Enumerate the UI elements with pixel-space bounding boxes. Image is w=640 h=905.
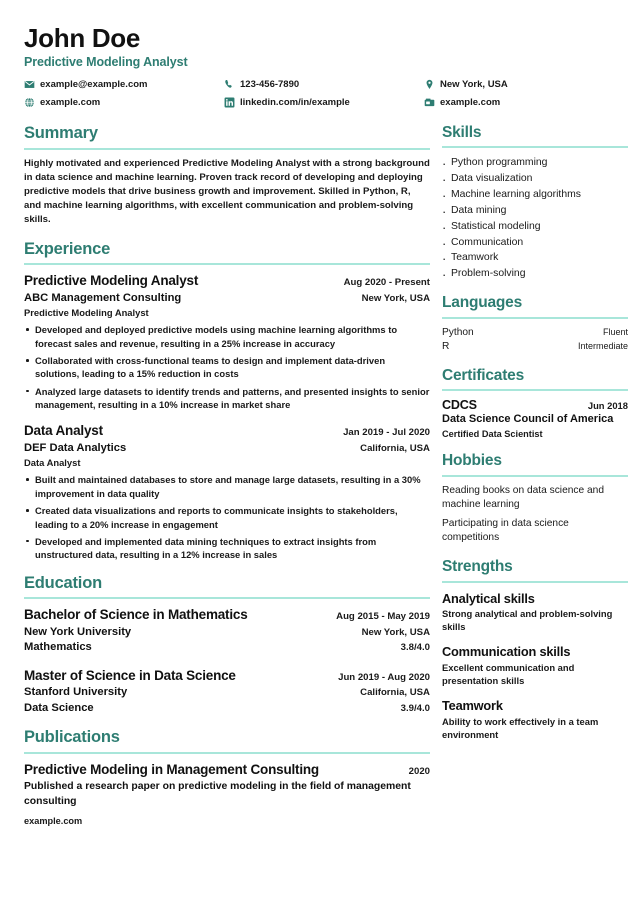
- contact-email-text: example@example.com: [40, 78, 148, 90]
- section-title-hobbies: Hobbies: [442, 452, 502, 470]
- skill-item: · Statistical modeling: [442, 219, 628, 235]
- strength-description: Excellent communication and presentation skills: [442, 661, 575, 687]
- certificate-name: CDCS: [442, 398, 477, 413]
- experience-org-row: [24, 441, 430, 457]
- strength-description: Ability to work effectively in a team environment: [442, 715, 599, 741]
- section-title-summary: Summary: [24, 123, 98, 142]
- section-title-certificates: Certificates: [442, 366, 525, 384]
- contact-email[interactable]: [24, 78, 224, 92]
- school-location: California, USA: [360, 687, 430, 699]
- experience-title-row: [24, 422, 430, 440]
- publication-entry: [24, 761, 430, 826]
- section-divider: [442, 581, 628, 583]
- contact-phone[interactable]: [224, 78, 424, 92]
- school-name: New York University: [24, 625, 132, 638]
- job-bullet: Developed and implemented data mining techniques to extract insights from unstructured data, resulting in a 12% increase in sales: [24, 535, 430, 562]
- job-bullet: Collaborated with cross-functional teams to design and implement data-driven solutions, leading to a 15% reduction in costs: [24, 354, 430, 381]
- resume-header: [24, 24, 616, 110]
- section-strengths: [442, 558, 628, 741]
- section-divider: [24, 148, 430, 150]
- job-subtitle: Data Analyst: [24, 457, 81, 469]
- skill-list: [442, 155, 628, 282]
- contact-linkedin-text: linkedin.com/in/example: [240, 96, 350, 108]
- certificate-head-row: [442, 398, 628, 412]
- contact-location: [424, 78, 616, 92]
- education-field-row: [24, 701, 430, 717]
- publication-title: Predictive Modeling in Management Consulting: [24, 762, 319, 778]
- language-name: R: [442, 341, 450, 353]
- contact-grid: [24, 78, 616, 110]
- education-entry: [24, 667, 430, 717]
- section-title-strengths: Strengths: [442, 557, 513, 575]
- job-bullet: Built and maintained databases to store and manage large datasets, resulting in a 30% improvement in data quality: [24, 473, 430, 500]
- education-school-row: [24, 685, 430, 701]
- envelope-icon: [24, 79, 35, 90]
- left-column: [24, 124, 430, 838]
- summary-text: Highly motivated and experienced Predictive Modeling Analyst with a strong background in data science and machine learning. Proven track record of developing and deploying predictive models that drive business growth and improvement. Skilled in Python, R, and machine learning algorithms, with excellent communication and problem-solving skills.: [24, 157, 430, 226]
- resume-body: [24, 123, 628, 838]
- job-title: Data Analyst: [24, 423, 103, 439]
- section-divider: [442, 389, 628, 391]
- job-subtitle: Predictive Modeling Analyst: [24, 307, 149, 319]
- skill-item: · Data mining: [442, 203, 628, 219]
- certificate-date: Jun 2018: [587, 400, 628, 412]
- right-column: [442, 124, 628, 754]
- job-date: Jan 2019 - Jul 2020: [343, 427, 430, 439]
- globe-icon: [24, 97, 35, 108]
- hobby-item: Participating in data science competitions: [442, 517, 569, 544]
- job-company: DEF Data Analytics: [24, 441, 127, 454]
- education-entry: [24, 606, 430, 656]
- section-divider: [442, 475, 628, 477]
- contact-website-text: example.com: [40, 96, 101, 108]
- school-name: Stanford University: [24, 686, 128, 699]
- job-bullet-list: [24, 323, 430, 411]
- contact-linkedin[interactable]: [224, 96, 424, 110]
- certificate-description: Certified Data Scientist: [442, 428, 543, 439]
- linkedin-icon: [224, 97, 235, 108]
- section-skills: [442, 124, 628, 282]
- job-location: New York, USA: [361, 292, 430, 304]
- skill-item: · Python programming: [442, 155, 628, 171]
- strength-title: Communication skills: [442, 644, 571, 660]
- section-divider: [24, 263, 430, 265]
- education-school-row: [24, 625, 430, 641]
- gpa-value: 3.9/4.0: [400, 702, 430, 714]
- language-row: [442, 340, 628, 354]
- section-hobbies: [442, 452, 628, 546]
- study-field: Mathematics: [24, 641, 92, 654]
- skill-item: · Data visualization: [442, 171, 628, 187]
- skill-item: · Problem-solving: [442, 266, 628, 282]
- strength-title: Analytical skills: [442, 590, 535, 606]
- section-divider: [442, 317, 628, 319]
- strength-title: Teamwork: [442, 698, 503, 714]
- section-title-languages: Languages: [442, 293, 523, 311]
- strength-description: Strong analytical and problem-solving skills: [442, 607, 613, 633]
- publication-description: Published a research paper on predictive modeling in the field of management consulting: [24, 781, 411, 808]
- contact-location-text: New York, USA: [440, 78, 508, 90]
- section-certificates: [442, 367, 628, 441]
- section-divider: [24, 597, 430, 599]
- section-title-skills: Skills: [442, 123, 482, 141]
- language-name: Python: [442, 326, 474, 338]
- section-summary: [24, 124, 430, 228]
- job-bullet: Developed and deployed predictive models using machine learning algorithms to forecast sales and revenue, resulting in a 25% increase in accuracy: [24, 323, 430, 350]
- section-experience: [24, 240, 430, 562]
- section-divider: [24, 752, 430, 754]
- gpa-value: 3.8/4.0: [400, 642, 430, 654]
- degree-date: Aug 2015 - May 2019: [336, 611, 430, 623]
- job-date: Aug 2020 - Present: [343, 277, 430, 289]
- degree-title: Bachelor of Science in Mathematics: [24, 607, 248, 623]
- publication-title-row: [24, 761, 430, 779]
- experience-title-row: [24, 272, 430, 290]
- language-level: Intermediate: [577, 341, 628, 352]
- publication-date: 2020: [408, 766, 430, 778]
- certificate-issuer: Data Science Council of America: [442, 413, 614, 426]
- certificate-entry: [442, 398, 628, 440]
- contact-portfolio[interactable]: [424, 96, 616, 110]
- contact-portfolio-text: example.com: [440, 96, 501, 108]
- location-pin-icon: [424, 79, 435, 90]
- job-bullet: Created data visualizations and reports to communicate insights to stakeholders, leading to a 20% increase in engagement: [24, 504, 430, 531]
- skill-item: · Machine learning algorithms: [442, 187, 628, 203]
- job-title: Predictive Modeling Analyst: [24, 273, 199, 289]
- school-location: New York, USA: [361, 626, 430, 638]
- education-degree-row: [24, 606, 430, 624]
- section-education: [24, 574, 430, 717]
- study-field: Data Science: [24, 701, 94, 714]
- strength-entry: [442, 590, 628, 634]
- experience-org-row: [24, 291, 430, 307]
- language-level: Fluent: [602, 326, 628, 337]
- strength-entry: [442, 697, 628, 741]
- contact-phone-text: 123-456-7890: [240, 78, 300, 90]
- experience-entry: [24, 272, 430, 411]
- education-field-row: [24, 640, 430, 656]
- experience-entry: [24, 422, 430, 561]
- section-title-education: Education: [24, 573, 102, 592]
- section-languages: [442, 294, 628, 355]
- strength-entry: [442, 643, 628, 687]
- candidate-headline: Predictive Modeling Analyst: [24, 54, 188, 69]
- section-divider: [442, 146, 628, 148]
- publication-link[interactable]: example.com: [24, 816, 83, 827]
- section-title-publications: Publications: [24, 728, 120, 747]
- candidate-name: John Doe: [24, 23, 141, 53]
- section-title-experience: Experience: [24, 239, 111, 258]
- job-bullet-list: [24, 473, 430, 561]
- language-row: [442, 326, 628, 340]
- job-location: California, USA: [360, 442, 430, 454]
- skill-item: · Teamwork: [442, 250, 628, 266]
- degree-date: Jun 2019 - Aug 2020: [338, 671, 430, 683]
- section-publications: [24, 728, 430, 826]
- portfolio-icon: [424, 97, 435, 108]
- degree-title: Master of Science in Data Science: [24, 667, 236, 683]
- contact-website[interactable]: [24, 96, 224, 110]
- job-company: ABC Management Consulting: [24, 291, 182, 304]
- job-bullet: Analyzed large datasets to identify trends and patterns, and presented insights to senior management, resulting in a 10% increase in market share: [24, 385, 430, 412]
- education-degree-row: [24, 667, 430, 685]
- phone-icon: [224, 79, 235, 90]
- hobby-item: Reading books on data science and machine learning: [442, 485, 604, 511]
- skill-item: · Communication: [442, 235, 628, 251]
